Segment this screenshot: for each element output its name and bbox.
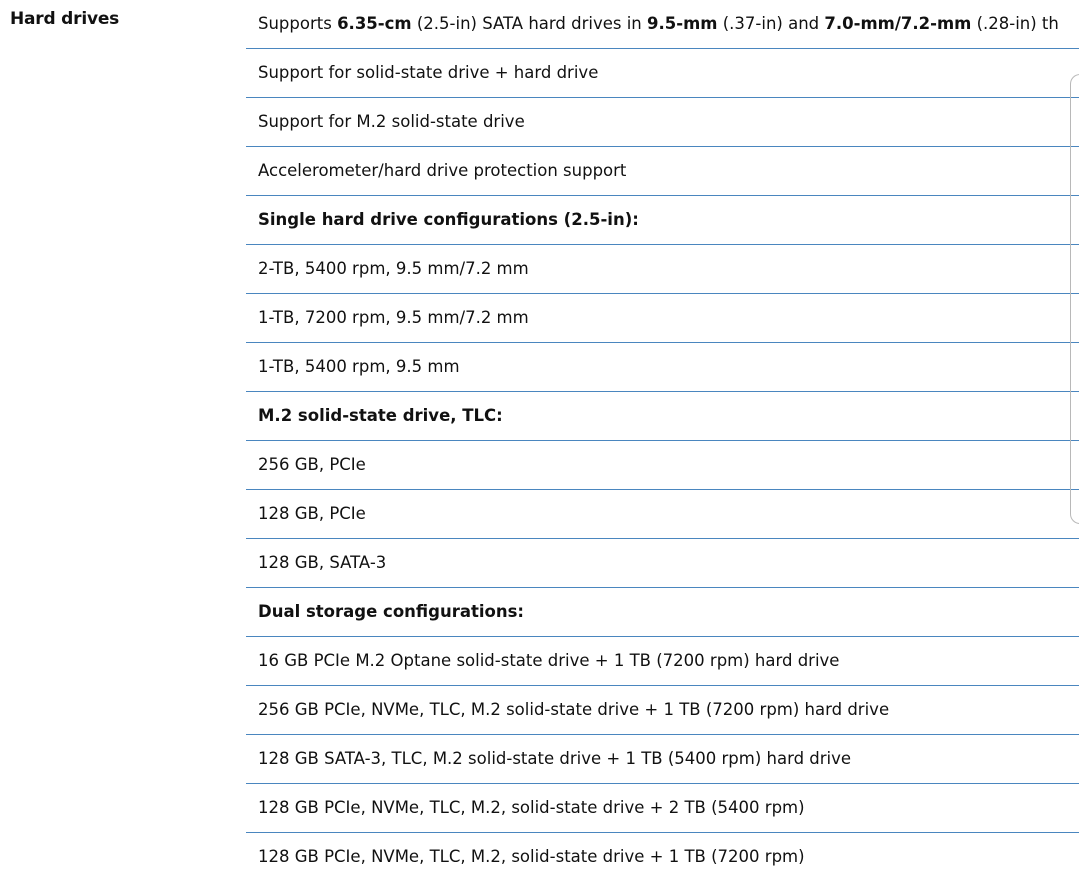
spec-row: 128 GB, PCIe (246, 490, 1079, 539)
category-label: Hard drives (10, 9, 120, 29)
first-row-text-2: (2.5-in) SATA hard drives in (411, 14, 648, 33)
spec-row: Support for M.2 solid-state drive (246, 98, 1079, 147)
spec-row: 128 GB PCIe, NVMe, TLC, M.2, solid-state drive + 1 TB (7200 rpm) (258, 847, 805, 866)
spec-row: 128 GB, SATA-3 (246, 539, 1079, 588)
spec-row: 1-TB, 5400 rpm, 9.5 mm (246, 343, 1079, 392)
first-row-text-4: (.28-in) th (971, 14, 1059, 33)
spec-row: Support for solid-state drive + hard drive (246, 49, 1079, 98)
spec-row-heading: Dual storage configurations: (246, 588, 1079, 637)
spec-rows (246, 0, 1079, 881)
spec-row-first (246, 0, 1079, 49)
spec-row: 256 GB PCIe, NVMe, TLC, M.2 solid-state drive + 1 TB (7200 rpm) hard drive (246, 686, 1079, 735)
side-bracket (1070, 74, 1079, 524)
spec-row: 16 GB PCIe M.2 Optane solid-state drive + 1 TB (7200 rpm) hard drive (246, 637, 1079, 686)
spec-row: 256 GB, PCIe (246, 441, 1079, 490)
spec-row: 128 GB SATA-3, TLC, M.2 solid-state drive + 1 TB (5400 rpm) hard drive (246, 735, 1079, 784)
first-row-bold-3: 7.0-mm/7.2-mm (824, 14, 972, 33)
first-row-text-3: (.37-in) and (717, 14, 825, 33)
spec-row-heading: Single hard drive configurations (2.5-in): (246, 196, 1079, 245)
spec-row-heading: M.2 solid-state drive, TLC: (246, 392, 1079, 441)
spec-row: Accelerometer/hard drive protection support (246, 147, 1079, 196)
spec-row: 128 GB PCIe, NVMe, TLC, M.2, solid-state drive + 2 TB (5400 rpm) (246, 784, 1079, 833)
spec-row: 2-TB, 5400 rpm, 9.5 mm/7.2 mm (246, 245, 1079, 294)
first-row-bold-1: 6.35-cm (337, 14, 412, 33)
spec-row: 1-TB, 7200 rpm, 9.5 mm/7.2 mm (246, 294, 1079, 343)
first-row-bold-2: 9.5-mm (647, 14, 718, 33)
first-row-text-1: Supports (258, 14, 338, 33)
